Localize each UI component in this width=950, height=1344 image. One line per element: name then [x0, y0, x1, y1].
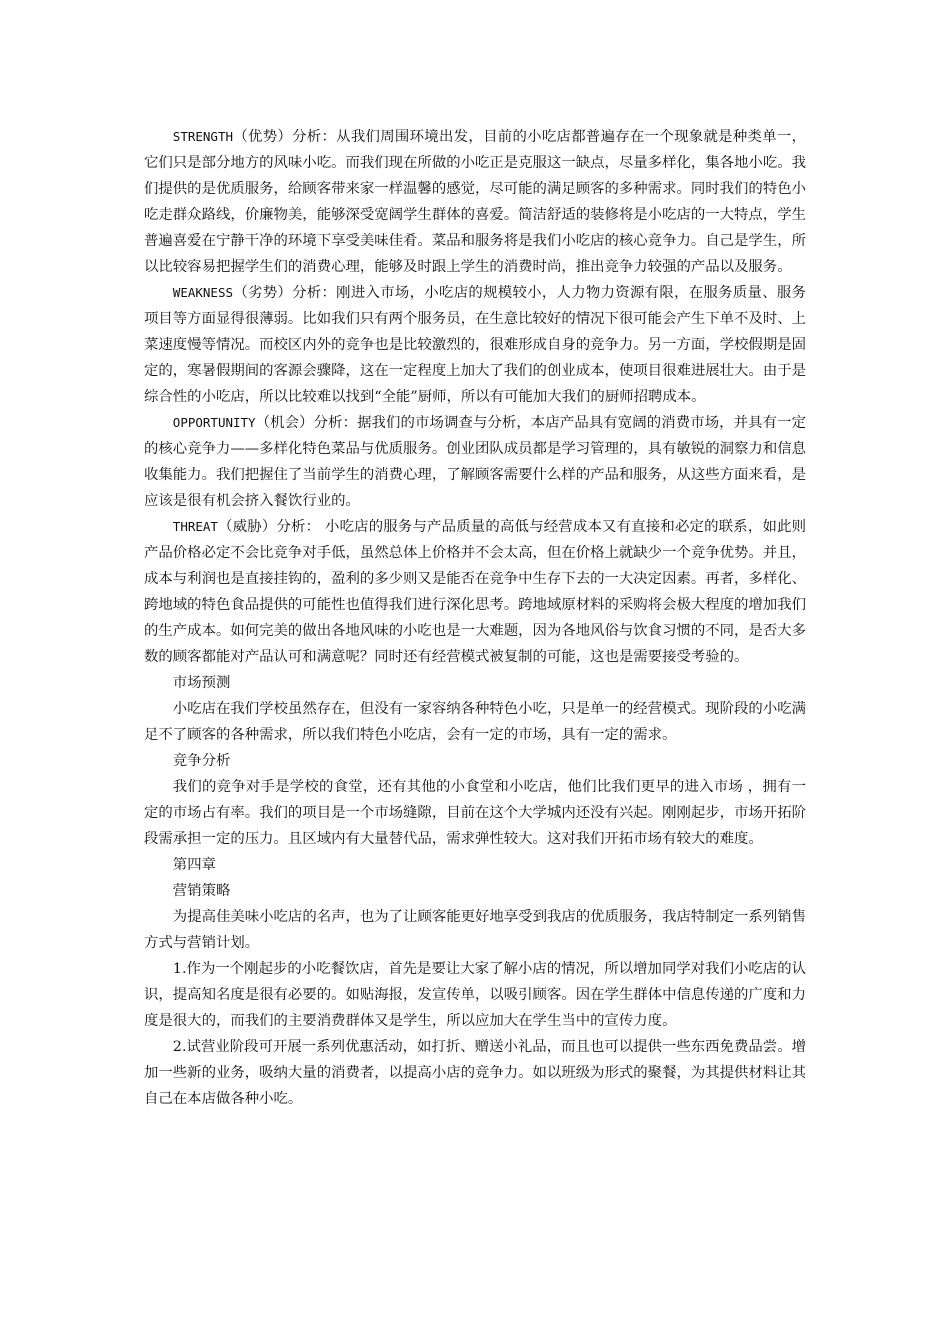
swot-threat-paragraph	[144, 514, 806, 670]
marketing-intro-paragraph: 为提高佳美味小吃店的名声，也为了让顾客能更好地享受到我店的优质服务，我店特制定一系列销售方式与营销计划。	[144, 909, 806, 951]
marketing-item-1: 1.作为一个刚起步的小吃餐饮店，首先是要让大家了解小店的情况，所以增加同学对我们小吃店的认识，提高知名度是很有必要的。如贴海报，发宣传单，以吸引顾客。因在学生群体中信息传递的广度和力度是很大的，而我们的主要消费群体又是学生，所以应加大在学生当中的宣传力度。	[144, 961, 806, 1029]
swot-weakness-paragraph	[144, 280, 806, 410]
opportunity-text: （机会）分析：据我们的市场调查与分析，本店产品具有宽阔的消费市场，并具有一定的核心竞争力——多样化特色菜品与优质服务。创业团队成员都是学习管理的，具有敏锐的洞察力和信息收集能力。我们把握住了当前学生的消费心理，了解顾客需要什么样的产品和服务，从这些方面来看，是应该是很有机会挤入餐饮行业的。	[144, 415, 806, 509]
strength-label: STRENGTH	[172, 129, 234, 144]
market-forecast-paragraph: 小吃店在我们学校虽然存在，但没有一家容纳各种特色小吃，只是单一的经营模式。现阶段的小吃满足不了顾客的各种需求，所以我们特色小吃店，会有一定的市场，具有一定的需求。	[144, 701, 806, 743]
strength-text: （优势）分析：从我们周围环境出发，目前的小吃店都普遍存在一个现象就是种类单一，它们只是部分地方的风味小吃。而我们现在所做的小吃正是克服这一缺点，尽量多样化，集各地小吃。我们提供的是优质服务，给顾客带来家一样温馨的感觉，尽可能的满足顾客的多种需求。同时我们的特色小吃走群众路线，价廉物美，能够深受宽阔学生群体的喜爱。简洁舒适的装修将是小吃店的一大特点，学生普遍喜爱在宁静干净的环境下享受美味佳肴。菜品和服务将是我们小吃店的核心竞争力。自己是学生，所以比较容易把握学生们的消费心理，能够及时跟上学生的消费时尚，推出竞争力较强的产品以及服务。	[144, 129, 806, 275]
weakness-label: WEAKNESS	[172, 285, 234, 300]
marketing-heading: 营销策略	[172, 883, 231, 899]
competition-heading: 竞争分析	[172, 753, 231, 769]
threat-text: （威胁）分析： 小吃店的服务与产品质量的高低与经营成本又有直接和必定的联系，如此则产品价格必定不会比竞争对手低，虽然总体上价格并不会太高，但在价格上就缺少一个竞争优势。并且，成本与利润也是直接挂钩的，盈利的多少则又是能否在竞争中生存下去的一大决定因素。再者，多样化、跨地域的特色食品提供的可能性也值得我们进行深化思考。跨地域原材料的采购将会极大程度的增加我们的生产成本。如何完美的做出各地风味的小吃也是一大难题，因为各地风俗与饮食习惯的不同，是否大多数的顾客都能对产品认可和满意呢？同时还有经营模式被复制的可能，这也是需要接受考验的。	[144, 519, 806, 665]
swot-opportunity-paragraph	[144, 410, 806, 514]
document-page	[144, 124, 806, 1112]
weakness-text: （劣势）分析：刚进入市场，小吃店的规模较小，人力物力资源有限，在服务质量、服务项目等方面显得很薄弱。比如我们只有两个服务员，在生意比较好的情况下很可能会产生下单不及时、上菜速度慢等情况。而校区内外的竞争也是比较激烈的，很难形成自身的竞争力。另一方面，学校假期是固定的，寒暑假期间的客源会骤降，这在一定程度上加大了我们的创业成本，使项目很难进展壮大。由于是综合性的小吃店，所以比较难以找到“全能”厨师，所以有可能加大我们的厨师招聘成本。	[144, 285, 806, 405]
opportunity-label: OPPORTUNITY	[172, 415, 256, 430]
threat-label: THREAT	[172, 519, 218, 534]
market-forecast-heading: 市场预测	[172, 675, 231, 691]
competition-paragraph: 我们的竞争对手是学校的食堂，还有其他的小食堂和小吃店，他们比我们更早的进入市场 ，拥有一定的市场占有率。我们的项目是一个市场缝隙，目前在这个大学城内还没有兴起。刚刚起步，市场开拓阶段需承担一定的压力。且区域内有大量替代品，需求弹性较大。这对我们开拓市场有较大的难度。	[144, 779, 806, 847]
chapter-heading: 第四章	[172, 857, 216, 873]
marketing-item-2: 2.试营业阶段可开展一系列优惠活动，如打折、赠送小礼品，而且也可以提供一些东西免费品尝。增加一些新的业务，吸纳大量的消费者，以提高小店的竞争力。如以班级为形式的聚餐，为其提供材料让其自己在本店做各种小吃。	[144, 1039, 806, 1107]
swot-strength-paragraph	[144, 124, 806, 280]
